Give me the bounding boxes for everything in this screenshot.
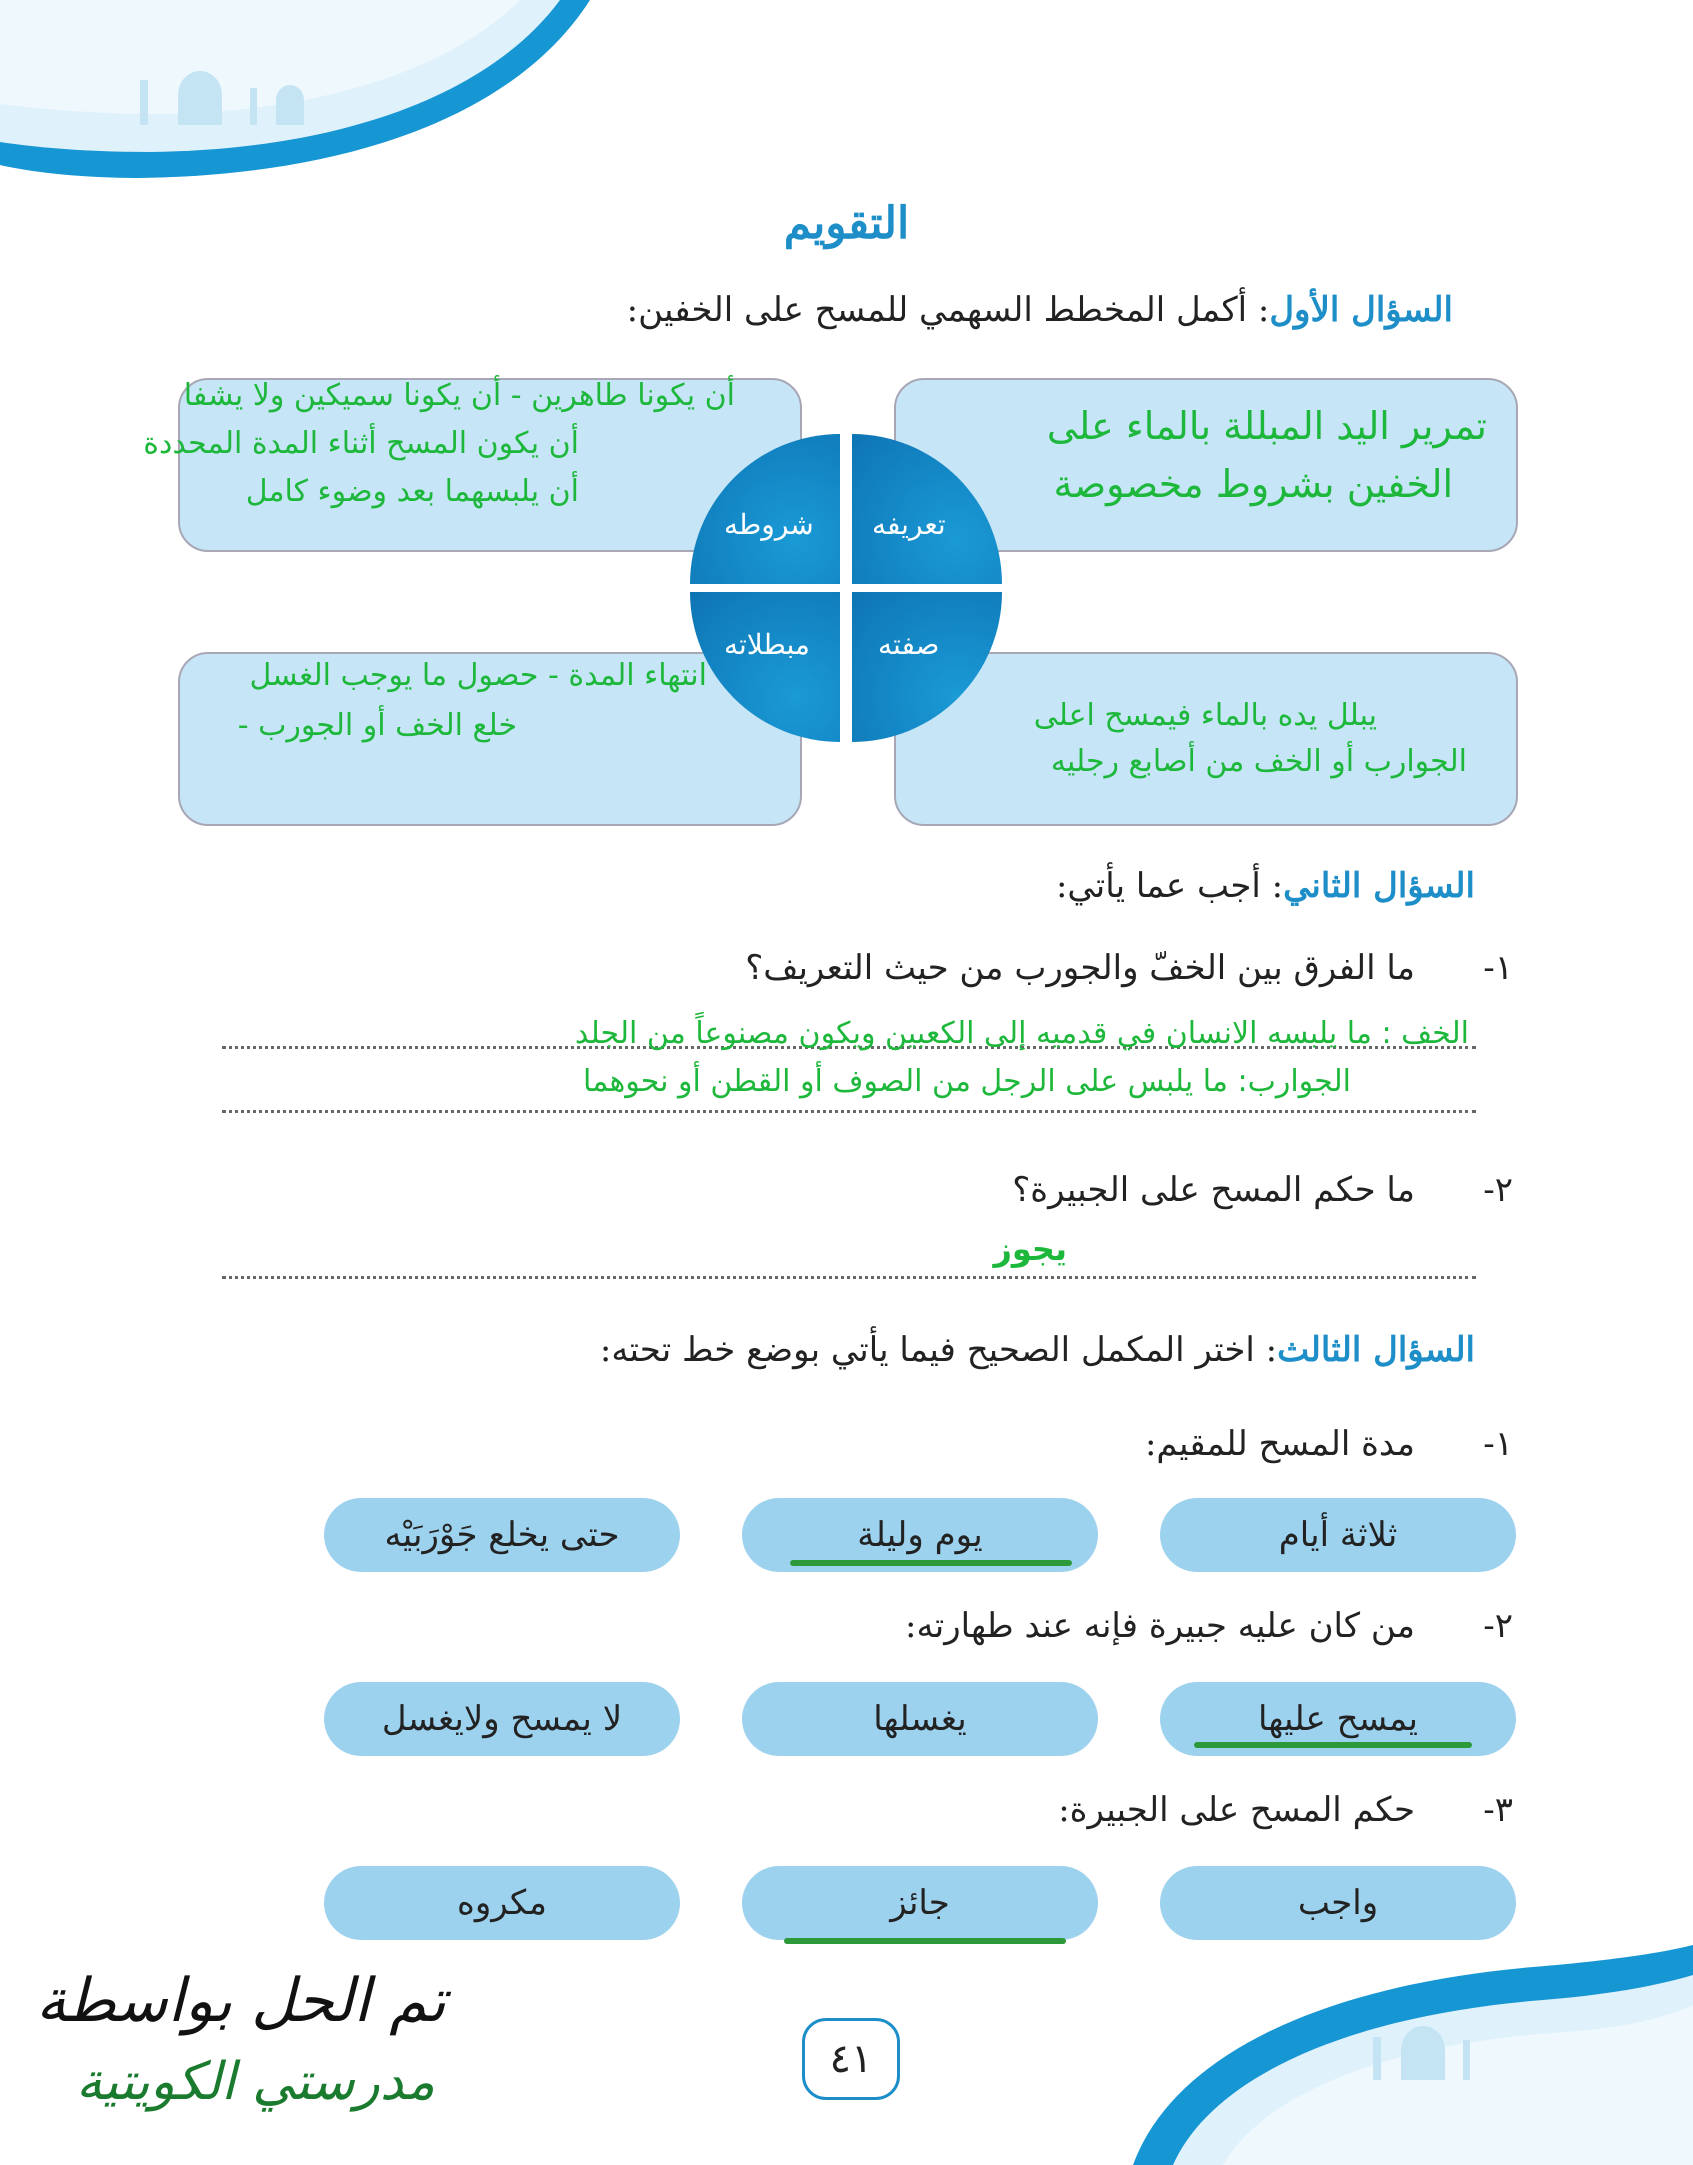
invalidators-label: مبطلاته bbox=[724, 628, 810, 661]
q3-item-2-option-2[interactable]: يغسلها bbox=[742, 1682, 1098, 1756]
q3-item-2-option-1[interactable]: يمسح عليها bbox=[1160, 1682, 1516, 1756]
description-answer-line-2: الجوارب أو الخف من أصابع رجليه bbox=[1050, 744, 1467, 779]
q3-item-3-number: ٣- bbox=[1483, 1790, 1513, 1830]
invalidators-answer-line-2: خلع الخف أو الجورب - bbox=[237, 708, 517, 743]
q2-item-1-question: ما الفرق بين الخفّ والجورب من حيث التعريف؟ bbox=[745, 948, 1415, 988]
q3-item-2-number: ٢- bbox=[1483, 1606, 1513, 1646]
invalidators-answer-line-1: انتهاء المدة - حصول ما يوجب الغسل bbox=[249, 658, 707, 693]
q2-item-2-answer-line bbox=[222, 1276, 1476, 1279]
conditions-answer-line-1: أن يكونا طاهرين - أن يكونا سميكين ولا يشفا bbox=[183, 378, 735, 413]
q3-item-1-number: ١- bbox=[1483, 1424, 1513, 1464]
q2-item-1-answer-2: الجوارب: ما يلبس على الرجل من الصوف أو القطن أو نحوهما bbox=[582, 1064, 1351, 1099]
q3-item-3-option-3[interactable]: مكروه bbox=[324, 1866, 680, 1940]
description-box bbox=[894, 652, 1518, 826]
conditions-label: شروطه bbox=[724, 508, 814, 541]
page-number-badge bbox=[802, 2018, 900, 2100]
top-corner-decoration bbox=[0, 0, 600, 190]
page-title: التقويم bbox=[783, 198, 910, 249]
q3-item-2-question: من كان عليه جبيرة فإنه عند طهارته: bbox=[905, 1606, 1415, 1646]
page-number: ٤١ bbox=[829, 2036, 873, 2082]
question-one-text: : أكمل المخطط السهمي للمسح على الخفين: bbox=[626, 290, 1270, 330]
q3-item-1-question: مدة المسح للمقيم: bbox=[1144, 1424, 1415, 1464]
q3-item-1-option-2[interactable]: يوم وليلة bbox=[742, 1498, 1098, 1572]
signature-line-1: تم الحل بواسطة bbox=[36, 1966, 446, 2036]
q2-item-1-answer-1: الخف : ما يلبسه الانسان في قدميه إلى الكعبين ويكون مصنوعاً من الجلد bbox=[574, 1016, 1469, 1051]
q3-item-3-option-1[interactable]: واجب bbox=[1160, 1866, 1516, 1940]
q2-item-1-answer-line-2 bbox=[222, 1110, 1476, 1113]
question-three-text: : اختر المكمل الصحيح فيما يأتي بوضع خط تحته: bbox=[599, 1330, 1278, 1370]
conditions-answer-line-2: أن يكون المسح أثناء المدة المحددة bbox=[143, 426, 579, 461]
question-two-label: السؤال الثاني bbox=[1283, 866, 1475, 906]
bottom-corner-decoration bbox=[1133, 1945, 1693, 2165]
q3-item-2-option-3[interactable]: لا يمسح ولايغسل bbox=[324, 1682, 680, 1756]
question-one-label: السؤال الأول bbox=[1269, 290, 1453, 330]
q3-item-3-question: حكم المسح على الجبيرة: bbox=[1058, 1790, 1415, 1830]
question-two-header bbox=[1056, 866, 1475, 906]
q2-item-2-answer: يجوز bbox=[993, 1230, 1067, 1268]
question-one-header bbox=[627, 290, 1453, 330]
question-three-header bbox=[600, 1330, 1475, 1370]
question-two-text: : أجب عما يأتي: bbox=[1055, 866, 1284, 906]
definition-label: تعريفه bbox=[872, 508, 946, 541]
q3-item-3-selected-underline bbox=[784, 1938, 1066, 1944]
q2-item-1-number: ١- bbox=[1483, 948, 1513, 988]
q3-item-1-option-1[interactable]: ثلاثة أيام bbox=[1160, 1498, 1516, 1572]
q3-item-1-selected-underline bbox=[790, 1560, 1072, 1566]
definition-answer-line-2: الخفين بشروط مخصوصة bbox=[1053, 462, 1453, 506]
description-label: صفته bbox=[878, 628, 940, 661]
q3-item-3-option-2[interactable]: جائز bbox=[742, 1866, 1098, 1940]
signature-line-2: مدرستي الكويتية bbox=[76, 2052, 435, 2112]
q3-item-2-selected-underline bbox=[1194, 1742, 1472, 1748]
q2-item-2-question: ما حكم المسح على الجبيرة؟ bbox=[1012, 1170, 1415, 1210]
definition-answer-line-1: تمرير اليد المبللة بالماء على bbox=[1046, 404, 1487, 448]
q3-item-1-option-3[interactable]: حتى يخلع جَوْرَبَيْه bbox=[324, 1498, 680, 1572]
q2-item-2-number: ٢- bbox=[1483, 1170, 1513, 1210]
question-three-label: السؤال الثالث bbox=[1277, 1330, 1475, 1370]
description-answer-line-1: يبلل يده بالماء فيمسح اعلى bbox=[1033, 698, 1377, 733]
conditions-answer-line-3: أن يلبسهما بعد وضوء كامل bbox=[245, 474, 579, 509]
